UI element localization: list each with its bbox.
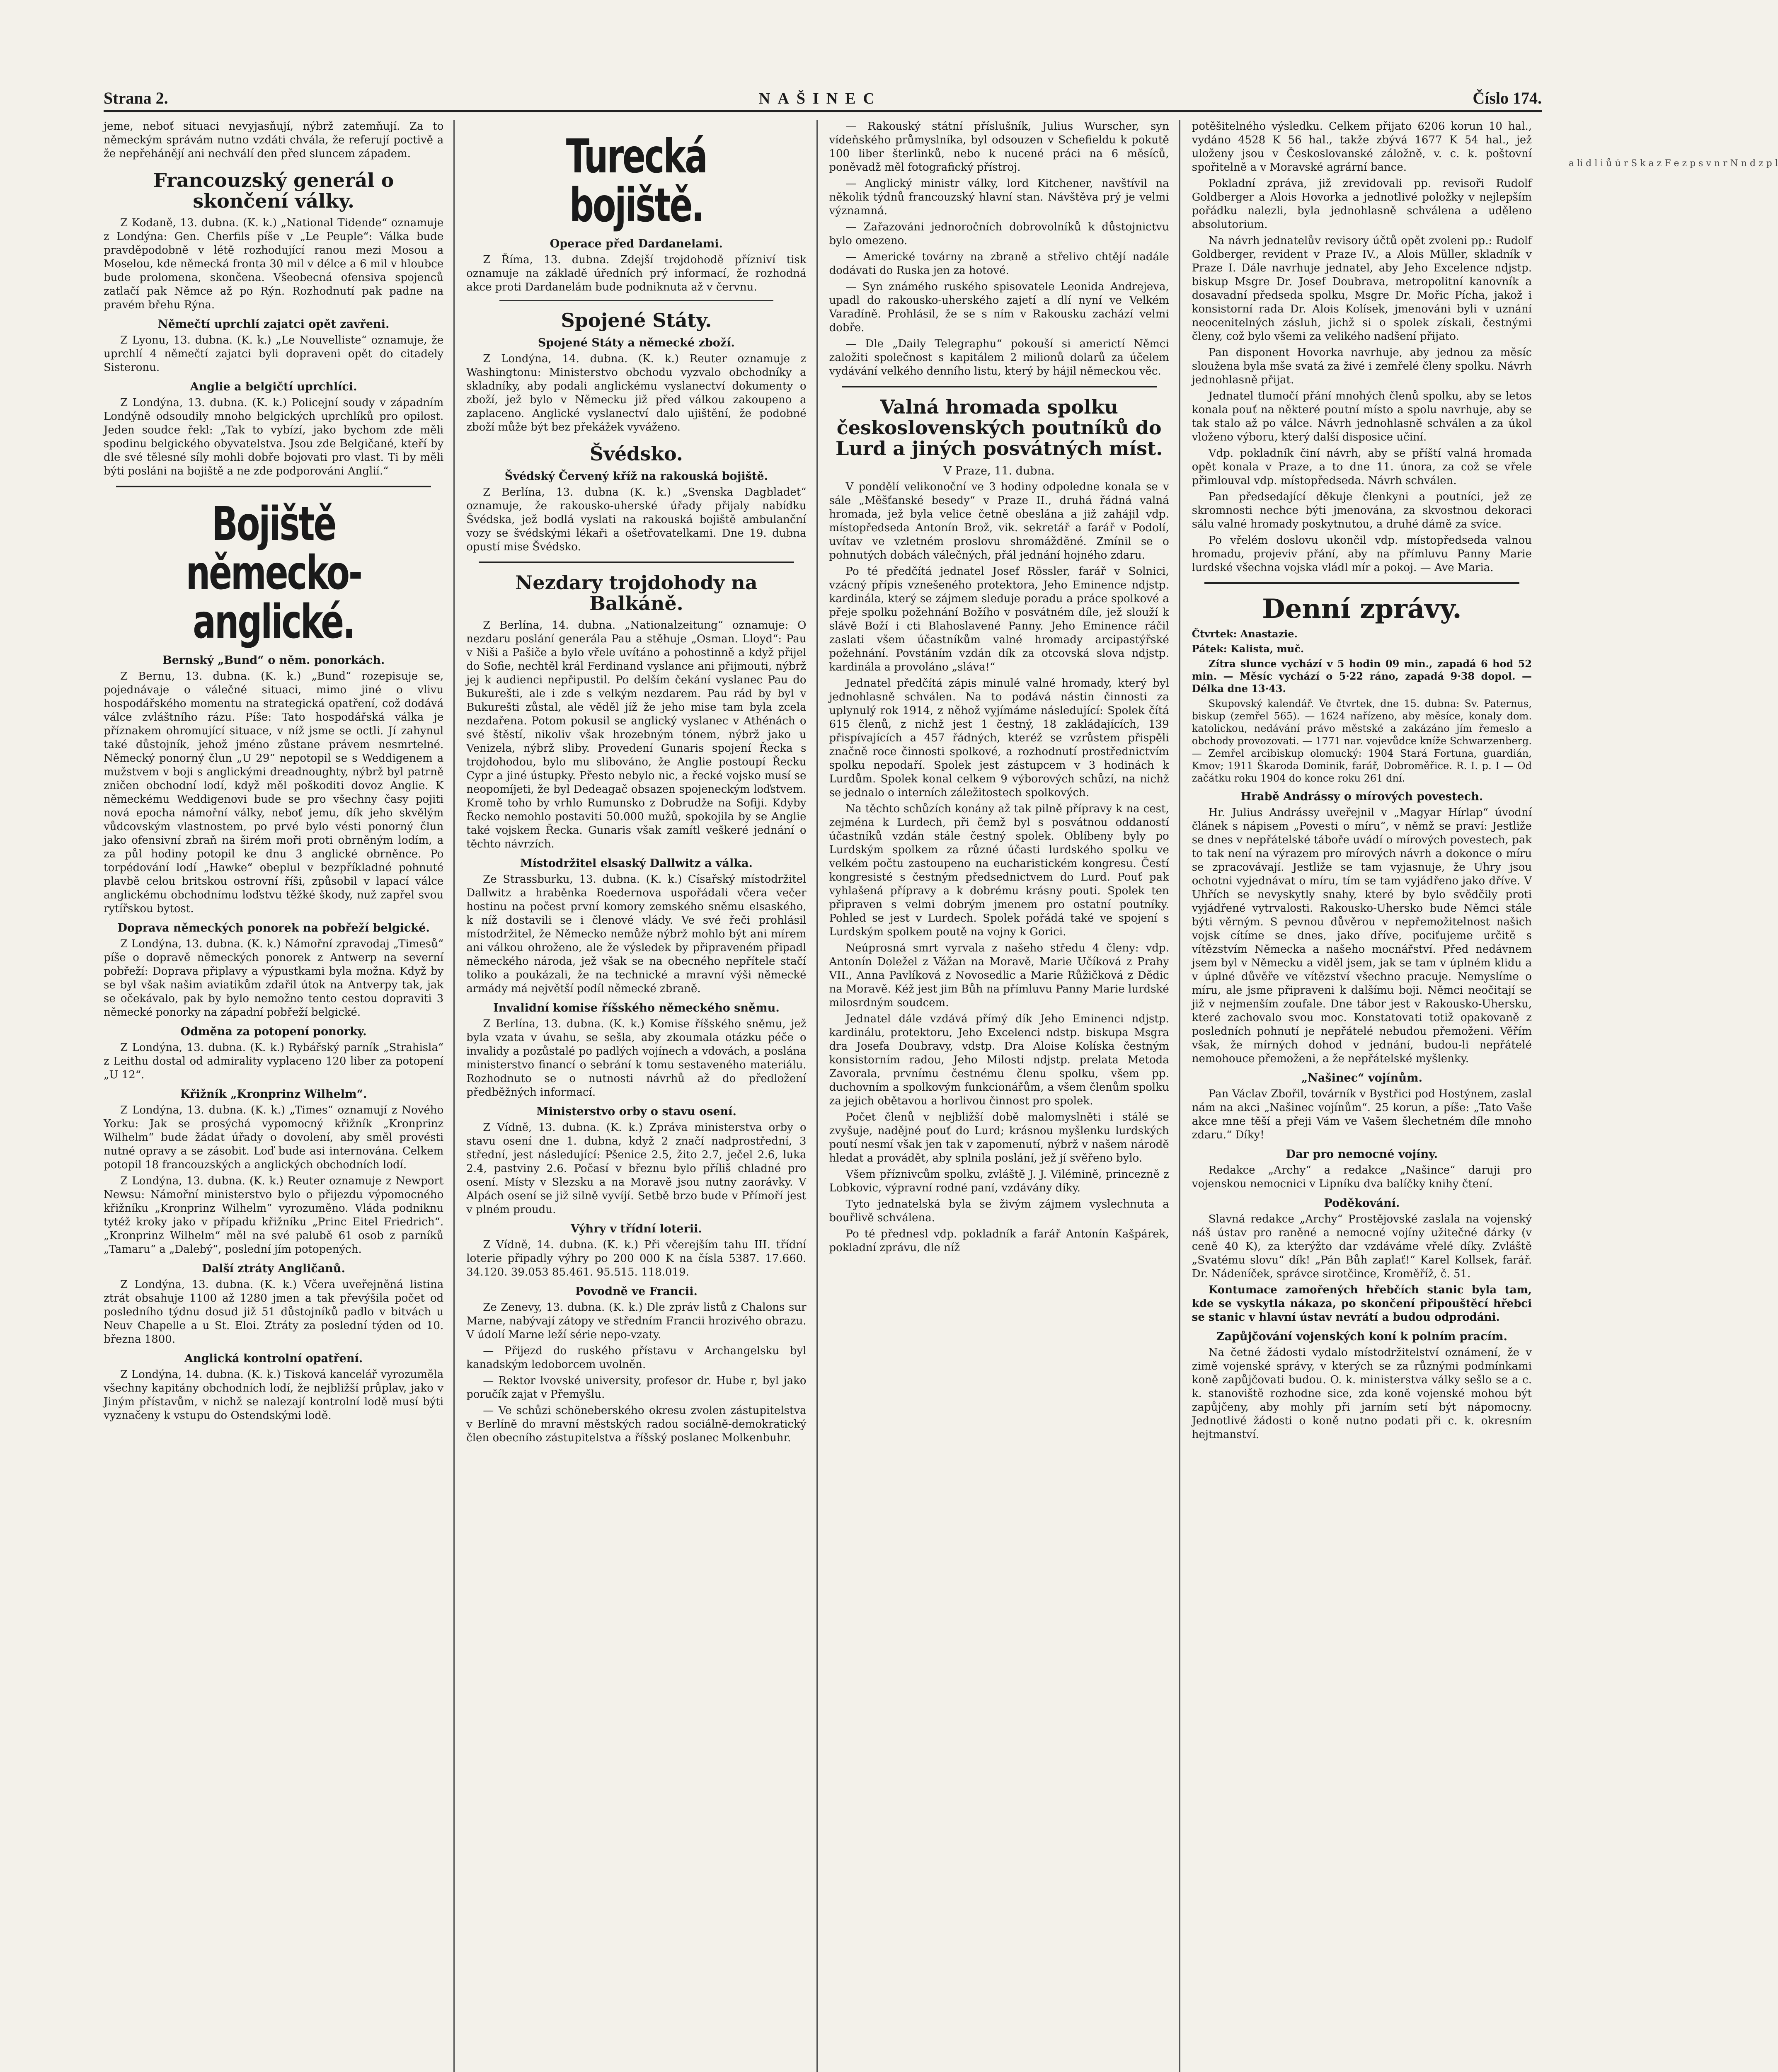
article-subhead: Bernský „Bund“ o něm. ponorkách.: [162, 654, 385, 667]
newspaper-page: [104, 83, 1542, 2072]
article-text: potěšitelného výsledku. Celkem přijato 6206 korun 10 hal., vydáno 4528 K 56 hal., takže zbývá 1677 K 54 hal., jež uloženy jsou v Českoslovanské záložně, v. c. k. poštovní spořitelně a v Moravské agrární bance.: [1192, 120, 1532, 174]
article-text: — Ve schůzi schöneberského okresu zvolen zástupitelstva v Berlíně do mravní městských radou sociálně-demokratický člen obecního zástupitelstva a říšský poslanec Molkenbuhr.: [466, 1404, 807, 1444]
article-text: Z Londýna, 13. dubna. (K. k.) Policejní soudy v západním Londýně odsoudily mnoho belgických uprchlíků pro opilost. Jeden soudce řekl: „Tak to vybízí, jako bychom zde měli spodinu belgického obyvatelstva. Jsou zde Belgičané, kteří by dle své tělesné síly mohli dobře bojovati pro vlast. Ti by měli býti posláni na bojiště a ne zde podporováni Anglií.“: [104, 397, 444, 477]
article-text: Pan disponent Hovorka navrhuje, aby jednou za měsíc sloužena byla mše svatá za živé i zemřelé členy spolku. Návrh jednohlasně přijat.: [1192, 346, 1532, 386]
article-subhead: Invalidní komise říšského německého sněmu.: [493, 1002, 780, 1014]
masthead: [104, 83, 1542, 112]
page-number: Strana 2.: [104, 89, 168, 107]
article-subhead: Poděkování.: [1324, 1197, 1400, 1210]
article-text: — Přijezd do ruského přístavu v Archangelsku byl kanadským ledoborcem uvolněn.: [466, 1345, 807, 1371]
article-subhead: Místodržitel elsaský Dallwitz a válka.: [520, 857, 753, 870]
column-2: [466, 120, 817, 2072]
article-subhead: Anglická kontrolní opatření.: [184, 1352, 363, 1365]
article-text: Z Berlína, 13. dubna. (K. k.) Komise říšského sněmu, jež byla vzata v úvahu, se sešla, aby zkoumala otázku péče o invalidy a pozůstalé po padlých vojínech a vdovách, a poslána ministerstvo financí o sebrání k tomu sestaveného materiálu. Rozhodnuto se o nutnosti návrhů až do předložení předběžných informací.: [466, 1018, 807, 1099]
article-text: Pokladní zpráva, již zrevidovali pp. revisoři Rudolf Goldberger a Alois Hovorka a jednotlivé položky v nejlepším pořádku nalezli, byla jednohlasně schválena a uděleno absolutorium.: [1192, 177, 1532, 231]
article-text: Všem příznivcům spolku, zvláště J. J. Vilémině, princezně z Lobkovic, výpravní rodné paní, vzdávány díky.: [829, 1168, 1169, 1194]
article-text: Z Vídně, 14. dubna. (K. k.) Při včerejším tahu III. třídní loterie připadly výhry po 200 000 K na čísla 5387. 17.660. 34.120. 39.053 85.461. 95.515. 118.019.: [466, 1239, 807, 1278]
article-text: Na četné žádosti vydalo místodržitelství oznámení, že v zimě vojenské správy, v kterých se za různými podmínkami koně zapůjčovati budou. O. k. ministerstva války sešlo se a c. k. stanoviště rozhodne sice, zda koně vojenské mohou být zapůjčeny, aby mohly při jarním setí být nápomocny. Jednotlivé žádosti o koně nutno podati při c. k. okresním hejtmanství.: [1192, 1346, 1532, 1441]
article-text: Z Londýna, 13. dubna. (K. k.) Reuter oznamuje z Newport Newsu: Námořní ministerstvo bylo o přijezdu výpomocného křižníku „Kronprinz Wilhelm“ vyrozuměno. Vláda podniknu tytéž kroky jako v případu křižníku „Princ Eitel Friedrich“. „Kronprinz Wilhelm“ měl na své palubě 61 osob z parníků „Tamaru“ a „Dalebý“, poslední jím potopených.: [104, 1175, 444, 1256]
section-headline: Turecká bojiště.: [566, 130, 707, 232]
column-4: [1192, 120, 1542, 2072]
article-text: Ze Zenevy, 13. dubna. (K. k.) Dle zpráv listů z Chalons sur Marne, nabývají zátopy ve středním Francii hrozivého obrazu. V údolí Marne leží série nepo-vzaty.: [466, 1301, 807, 1341]
article-headline: Spojené Státy.: [561, 309, 712, 332]
article-text: Kontumace zamořených hřebčích stanic byla tam, kde se vyskytla nákaza, po skončení připouštěcí hřebci se stanic v hlavní ústav nevrátí a budou odprodáni.: [1192, 1284, 1532, 1324]
article-text: Z Kodaně, 13. dubna. (K. k.) „National Tidende“ oznamuje z Londýna: Gen. Cherfils píše v „Le Peuple“: Válka bude pravděpodobně v létě rozhodující ranou mezi Mosou a Moselou, kde německá fronta 30 mil v délce a 6 mil v hloubce bude prolomena, skončena. Všeobecná ofensiva spojenců zatlačí pak Němce až po Rýn. Rozhodnutí pak padne na pravém břehu Rýna.: [104, 217, 444, 311]
article-headline: Valná hromada spolku československých poutníků do Lurd a jiných posvátných míst.: [835, 396, 1163, 460]
article-subhead: Dar pro nemocné vojíny.: [1286, 1148, 1438, 1161]
article-text: Pan Václav Zbořil, továrník v Bystřici pod Hostýnem, zaslal nám na akci „Našinec vojínům“. 25 korun, a píše: „Tato Vaše akce mne těší a přeji Vám ve Vašem šlechetném díle mnoho zdaru.“ Díky!: [1192, 1088, 1532, 1141]
article-text: Počet členů v nejbližší době malomyslněti i stálé se zvyšuje, nadějné pouť do Lurd; krásnou myšlenku lurdských poutí nesmí však jen tak v zapomenutí, nýbrž v našem národě hledat a provádět, aby splnila poslání, jež jí svěřeno bylo.: [829, 1111, 1169, 1164]
article-headline: Nezdary trojdohody na Balkáně.: [515, 571, 758, 615]
history-calendar: Skupovský kalendář. Ve čtvrtek, dne 15. dubna: Sv. Paternus, biskup (zemřel 565). — 1624 nařízeno, aby měsíce, konaly dom. katolickou, nedávání právo městské a zakázáno jím řemeslo a obchody provozovati. — 1771 nar. vojevůdce kníže Schwarzenberg. — Zemřel arcibiskup olomucký: 1904 Stará Fortuna, guardián, Kmov; 1911 Škaroda Dominik, farář, Dobroměřice. R. I. p. I — Od začátku roku 1904 do konce roku 261 dní.: [1192, 698, 1532, 784]
article-text: — Americké továrny na zbraně a střelivo chtějí nadále dodávati do Ruska jen za hotové.: [829, 251, 1169, 277]
article-text: Jednatel dále vzdává přímý dík Jeho Eminenci ndjstp. kardinálu, protektoru, Jeho Excelenci ndstp. biskupa Msgra dra Josefa Doubravy, vdstp. Dra Aloise Kolíska čestným konsistorním radou, Jeho Milosti ndjstp. prelata Metoda Zavorala, prvnímu čestnému členu spolku, všem pp. duchovním a spolkovým funkcionářům, a všem členům spolku za jejich obětavou a horlivou činnost pro spolek.: [829, 1013, 1169, 1107]
article-text: Z Vídně, 13. dubna. (K. k.) Zpráva ministerstva orby o stavu osení dne 1. dubna, když 2 značí nadprostřední, 3 střední, jest následující: Pšenice 2.5, žito 2.7, ječel 2.6, luka 2.4, pastviny 2.6. Počasí v březnu bylo příliš chladné pro osení. Místy v Slezsku a na Moravě jsou nutny zaorávky. V Alpách osení se již silně vyvíjí. Setbě brzo bude v Přímoří jest v plném proudu.: [466, 1121, 807, 1216]
article-text: Jednatel předčítá zápis minulé valné hromady, který byl jednohlasně schválen. Na to podává nástin činnosti za uplynulý rok 1914, z něhož vyjímáme následující: Spolek čítá 615 členů, z nichž jest 1 čestný, 18 zakládajících, 139 přispívajících a 457 řádných, kteréž se vzrůstem přispěli značně roce činnosti spolkové, a rozhodnutí prostřednictvím spolku nepodaří. Spolek jest zástupcem v 3 hodinách k Lurdům. Spolek konal celkem 9 výborových schůzí, na nichž se jednalo o interních záležitostech spolkových.: [829, 677, 1169, 799]
article-headline: Francouzský generál o skončení války.: [153, 169, 394, 212]
article-text: — Rakouský státní příslušník, Julius Wurscher, syn vídeňského průmyslníka, byl odsouzen v Schefieldu k pokutě 100 liber šterlinků, nebo k nucené práci na 6 měsíců, poněvadž měl fotografický přístroj.: [829, 120, 1169, 174]
article-text: Jednatel tlumočí přání mnohých členů spolku, aby se letos konala pouť na některé poutní místo a spolu navrhuje, aby se tak stalo až po válce. Návrh jednohlasně schválen a za úkol vloženo výboru, který další disposice učiní.: [1192, 390, 1532, 443]
article-text: — Dle „Daily Telegraphu“ pokouší si americtí Němci založiti společnost s kapitálem 2 milionů dolarů za účelem vydávání velkého denního listu, který by hájil německou věc.: [829, 338, 1169, 378]
article-text: Pan předsedající děkuje členkyni a poutníci, jež ze skromnosti nechce býti jmenována, za skvostnou dekoraci sálu valné hromady poskytnutou, a druhé dámě za svíce.: [1192, 491, 1532, 530]
article-text: Z Lyonu, 13. dubna. (K. k.) „Le Nouvelliste“ oznamuje, že uprchlí 4 němečtí zajatci byli dopraveni opět do citadely Sisteronu.: [104, 334, 444, 374]
article-headline: Švédsko.: [589, 443, 683, 465]
article-subhead: Operace před Dardanelami.: [550, 237, 723, 250]
article-text: Po té předčítá jednatel Josef Rössler, farář v Solnici, vzácný přípis vznešeného protektora, Jeho Eminence ndjstp. kardinála, který se zájmem sleduje poradu a práce spolkové a přeje spolku požehnání Božího v posvátném díle, jež slouží k slávě Boží i cti Blahoslavené Panny. Jeho Eminence ráčil zaslati všem účastníkům valné hromady arcipastýřské požehnání. Povstáním vzdán dík za otcovská slova ndjstp. kardinála a provoláno „sláva!“: [829, 565, 1169, 673]
article-subhead: Švédský Červený kříž na rakouská bojiště.: [504, 470, 768, 483]
article-subhead: „Našinec“ vojínům.: [1301, 1072, 1423, 1084]
article-subhead: Spojené Státy a německé zboží.: [538, 336, 735, 349]
divider: [499, 300, 773, 301]
article-text: Z Berlína, 13. dubna (K. k.) „Svenska Dagbladet“ oznamuje, že rakousko-uherské úřady přijaly nabídku Švédska, jež bodlá vyslati na rakouská bojiště ambulanční vozy se švédskými lékaři a ošetřovatelkami. Dne 19. dubna opustí mise Švédsko.: [466, 486, 807, 553]
article-text: — Anglický ministr války, lord Kitchener, navštívil na několik týdnů francouzský hlavní stan. Návštěva prý je velmi významná.: [829, 177, 1169, 217]
divider: [116, 486, 431, 487]
article-text: Tyto jednatelská byla se živým zájmem vyslechnuta a bouřlivě schválena.: [829, 1198, 1169, 1224]
article-text: V pondělí velikonoční ve 3 hodiny odpoledne konala se v sále „Měšťanské besedy“ v Praze II., druhá řádná valná hromada, jež byla velice četně obeslána a již zahájil vdp. místopředseda Antonín Brož, vik. sekretář a farář v Podolí, uvítav ve vzletném proslovu shromážděné. Zmínil se o pohnutých dobách válečných, přál jednání hojného zdaru.: [829, 481, 1169, 562]
article-text: Z Berlína, 14. dubna. „Nationalzeitung“ oznamuje: O nezdaru poslání generála Pau a stěhuje „Osman. Lloyd“: Pau v Niši a Pašiče a bylo vřele uvítáno a pohostinně a když přijel do Sofie, nechtěl král Ferdinand vyslance ani přijmouti, nýbrž jej k audienci nepřipustil. Po delším čekání vyslanec Pau do Bukurešti, ale i zde s velkým nezdarem. Pau rád by byl v Bukurešti zůstal, ale věděl jíž že jeho mise tam byla zcela nezdařena. Potom pokusil se anglický vyslanec v Athénách o své štěstí, nikoliv však hrozebným tónem, nýbrž jako u Venizela, nýbrž sliby. Provedení Gunaris spojení Řecka s trojdohodou, bylo mu slibováno, že Anglie postoupí Řecku Cypr a jiné ústupky. Přesto nebylo nic, a řecké vojsko musí se neopomíjeti, že byl Dedeagač obsazen spojeneckým loďstvem. Kromě toho by vrhlo Rumunsko z Dobrudže na Sofiji. Kdyby Řecko nemohlo postaviti 50.000 mužů, spokojila by se Anglie také vojskem Řecka. Gunaris však zamítl veškeré jednání o těchto návrzích.: [466, 619, 807, 850]
article-text: Z Londýna, 14. dubna. (K. k.) Reuter oznamuje z Washingtonu: Ministerstvo obchodu vyzvalo obchodníky a skladníky, aby podali anglickému vyslanectví dokumenty o zboží, jež bylo v Německu již před válkou zakoupeno a zaplaceno. Anglické vyslanectví dalo ujištění, že podobné zboží může být bez překážek vyváženo.: [466, 353, 807, 433]
article-text: Z Londýna, 13. dubna. (K. k.) Rybářský parník „Strahisla“ z Leithu dostal od admirality vyplaceno 120 liber za potopení „U 12“.: [104, 1041, 444, 1081]
article-text: Slavná redakce „Archy“ Prostějovské zaslala na vojenský náš ústav pro raněné a nemocné vojíny užitečné dárky (v ceně 40 K), za kterýžto dar vzdáváme vřelé díky. Zvláště „Svatému slovu“ dík! „Pán Bůh zaplať!“ Karel Kollsek, farář. Dr. Nádeníček, správce sirotčince, Kroměříž, č. 51.: [1192, 1213, 1532, 1280]
section-headline: Bojiště německo-anglické.: [186, 497, 361, 649]
adjacent-page-fragment: a li d l i ů ú r S k a z F e z p s v n r N n d z p l: [1569, 158, 1778, 169]
article-subhead: Ministerstvo orby o stavu osení.: [536, 1105, 736, 1118]
article-text: Po té přednesl vdp. pokladník a farář Antonín Kašpárek, pokladní zprávu, dle níž: [829, 1228, 1169, 1254]
article-text: Vdp. pokladník činí návrh, aby se příští valná hromada opět konala v Praze, a to dne 11. února, za což se vřele přimlouval vdp. místopředseda. Návrh schválen.: [1192, 447, 1532, 487]
article-text: Z Londýna, 13. dubna. (K. k.) Včera uveřejněná listina ztrát obsahuje 1100 až 1280 jmen a tak převýšila počet od posledního týdnu dosud již 51 důstojníků padlo v bitvách u Neuv Chapelle a u St. Eloi. Ztráty za poslední týden od 10. března 1800.: [104, 1278, 444, 1346]
article-text: Z Londýna, 13. dubna. (K. k.) „Times“ oznamují z Nového Yorku: Jak se prosýchá vypomocný křižník „Kronprinz Wilhelm“ bude žádat úřady o dovolení, aby směl provésti nutné opravy a se zásobit. Loď bude asi internována. Celkem potopil 18 francouzských a anglických obchodních lodí.: [104, 1104, 444, 1171]
issue-number: Číslo 174.: [1473, 89, 1542, 107]
calendar-entry: Čtvrtek: Anastazie.: [1192, 628, 1298, 640]
dateline: V Praze, 11. dubna.: [943, 465, 1055, 477]
article-subhead: Výhry v třídní loterii.: [571, 1222, 702, 1235]
article-subhead: Anglie a belgičtí uprchlíci.: [190, 380, 357, 393]
article-text: Hr. Julius Andrássy uveřejnil v „Magyar Hírlap“ úvodní článek s nápisem „Povesti o míru“, v němž se praví: Jestliže se dnes v nepřátelské táboře uvádí o mírových povestech, pak to tak není na výrazem pro mírových návrh a dokonce o míru se zpracovávají. Jestliže se tam vyjasnuje, že Uhry jsou ochotni vyjednávat o míru, tím se tam vyjádřeno jako dříve. V Uhřích se nevyskytly snahy, které by bylo svědčily proti vyjádřené vytrvalosti. Rakousko-Uhersko bude Němci stále býti věrným. S pevnou důvěrou v nepřemožitelnost našich vojsk cítíme se dnes, jako dříve, pociťujeme určitě s vítězstvím Německa a našeho mocnářství. Před nedávnem jsem byl v Německu a viděl jsem, jak se tam v úplném klidu a v úplné důvěře ve vítězství všechno pracuje. Nemyslíme o míru, ale jsme připraveni k dalšímu boji. Němci neočitají se již v nejmenším zoufale. Dne tábor jest v Rakousko-Uhersku, které zachovalo svou moc. Konstatovati totiž opakovaně z posledních pohnutí je nepřátelé nebudou přemoženi. Věřím však, že mírných dohod v jednání, budou-li nepřátelé nemohouce přemoženi, a že nepřátelské myšlenky.: [1192, 806, 1532, 1065]
article-text: Z Říma, 13. dubna. Zdejší trojdohodě přízniví tisk oznamuje na základě úředních prý informací, že rozhodná akce proti Dardanelám bude podniknuta až v červnu.: [466, 254, 807, 293]
article-text: — Syn známého ruského spisovatele Leonida Andrejeva, upadl do rakousko-uherského zajetí a dlí nyní ve Velkém Varadíně. Prohlásil, že se s ním v Rakousku zachází velmi dobře.: [829, 281, 1169, 334]
sun-info: Zítra slunce vychází v 5 hodin 09 min., zapadá 6 hod 52 min. — Měsíc vychází o 5·22 ráno, zapadá 9·38 dopol. — Délka dne 13·43.: [1192, 658, 1532, 695]
article-text: Redakce „Archy“ a redakce „Našince“ daruji pro vojenskou nemocnici v Lipníku dva balíčky knihy čtení.: [1192, 1164, 1532, 1190]
section-headline: Denní zprávy.: [1262, 593, 1462, 625]
divider: [479, 562, 794, 563]
article-subhead: Odměna za potopení ponorky.: [180, 1025, 367, 1038]
article-subhead: Povodně ve Francii.: [575, 1285, 698, 1298]
article-subhead: Němečtí uprchlí zajatci opět zavřeni.: [157, 318, 390, 331]
article-text: Na návrh jednatelův revisory účtů opět zvoleni pp.: Rudolf Goldberger, revident v Praze IV., a Alois Müller, skladník v Praze I. Dále navrhuje jednatel, aby Jeho Excelence ndjstp. biskup Msgre Dr. Josef Doubrava, metropolitní kanovník a dosavadní předseda spolku, Msgre Dr. Mořic Pícha, jakož i konsistorní rada Dr. Alois Kolísek, jmenováni byli v uznání neocenitelných zásluh, jichž si o spolek získali, čestnými členy, což bylo všemi za velikého nadšení přijato.: [1192, 235, 1532, 343]
article-text: Po vřelém doslovu ukončil vdp. místopředseda valnou hromadu, projeviv přání, aby na přímluvu Panny Marie lurdské všechna vojska vládl mír a pokoj. — Ave Maria.: [1192, 534, 1532, 574]
article-text: jeme, neboť situaci nevyjasňují, nýbrž zatemňují. Za to německým správám nutno vzdáti chvála, že referují poctivě a že nepřehánějí ani nechválí den před sluncem západem.: [104, 120, 444, 160]
article-subhead: Další ztráty Angličanů.: [202, 1262, 345, 1275]
article-subhead: Zapůjčování vojenských koní k polním pracím.: [1216, 1330, 1507, 1343]
column-1: [104, 120, 455, 2072]
article-text: Z Londýna, 14. dubna. (K. k.) Tisková kancelář vyrozuměla všechny kapitány obchodních lodí, že nejbližší průplav, jako v Jiným přístavům, v nichž se nalezají kontrolní lodě musí býti vyznačeny k vstupu do Ostendskými lodě.: [104, 1368, 444, 1422]
article-text: Neúprosná smrt vyrvala z našeho středu 4 členy: vdp. Antonín Doležel z Vážan na Moravě, Marie Učíková z Prahy VII., Anna Pavlíková z Novosedlic a Marie Růžičková z Dědic na Moravě. Kéž jest jim Bůh na přímluvu Panny Marie lurdské milosrdným soudcem.: [829, 942, 1169, 1009]
article-subhead: Doprava německých ponorek na pobřeží belgické.: [117, 922, 430, 934]
article-text: — Zařazováni jednoročních dobrovolníků k důstojnictvu bylo omezeno.: [829, 221, 1169, 247]
article-text: Z Londýna, 13. dubna. (K. k.) Námořní zpravodaj „Timesů“ píše o dopravě německých ponorek z Antwerp na severní pobřeží: Doprava připlavy a výpustkami byla možna. Když by se byl však našim aviatikům zdařil útok na Antverpy tak, jak se očekávalo, pak by bylo nemožno tento cestou dopraviti 3 německé ponorky na západní pobřeží belgické.: [104, 938, 444, 1019]
divider: [1204, 582, 1519, 584]
column-3: [829, 120, 1180, 2072]
divider: [842, 386, 1157, 387]
article-text: Z Bernu, 13. dubna. (K. k.) „Bund“ rozepisuje se, pojednávaje o válečné situaci, mimo jiné o vlivu hospodářského momentu na strategická opatření, což dodává válce zvláštního rázu. Píše: Tato hospodářská válka je příznakem ohromující situace, v níž jsme se octli. Jí zahynul také důstojník, jehož jméno zůstane právem nesmrtelné. Německý ponorný člun „U 29“ nepotopil se s Weddigenem a mužstvem v boji s anglickými dreadnoughty, nýbrž byl patrně zničen obchodní lodí, když měl poškoditi dovoz Anglie. K německému Weddigenovi bude se pro všechny časy pojiti nová epocha námořní války, neboť jemu, dík jeho skvělým vůdcovským vlastnostem, po prvé bylo vésti ponorný člun jako ofensivní zbraň na širém moři proti obrněným lodím, a za půl hodiny potopil ke dnu 3 anglické obrněnce. Po torpédování lodí „Hawke“ obeplul v bezpříkladné pohnuté plavbě celou britskou ostrovní říši, způsobil v lapací válce anglickému obchodnímu loďstvu těžké škody, nuž zapřel svou rytířskou bytost.: [104, 670, 444, 915]
article-subhead: Křižník „Kronprinz Wilhelm“.: [180, 1088, 367, 1101]
calendar-entry: Pátek: Kalista, muč.: [1192, 643, 1304, 655]
article-text: Ze Strassburku, 13. dubna. (K. k.) Císařský místodržitel Dallwitz a hraběnka Roedernova uspořádali včera večer hostinu na počest první komory zemského sněmu elsaského, k níž dostavili se i členové vlády. Ve své řeči prohlásil místodržitel, že Německo nemůže nýbrž mohlo být ani mírem ani válkou ohroženo, ale že výsledek by připraveném připadl německého národa, jež však se na obecného nepřítele stačí toliko a poukázali, že na technické a mravní výši německé armády má největší podíl německé zbraně.: [466, 873, 807, 995]
article-subhead: Hrabě Andrássy o mírových povestech.: [1240, 790, 1483, 803]
article-text: Na těchto schůzích konány až tak pilně přípravy k na cest, zejména k Lurdech, při čemž byl s posvátnou oddaností účastníků vzdán stále čestný spolek. Oblíbeny byly po Lurdským spolkem za různé účasti lurdského spolku ve velkém počtu zastoupeno na eucharistickém kongresu. Čestí kongresisté s čestným předsednictvem do Lurd. Pouť pak vyhlašená přípravy a k dobrému krásny pouti. Spolek ten připraven s velmi dobrým jmenem pro ostatní poutníky. Pohled se jest v Lurdech. Spolek pořádá také ve spojení s Lurdským spolkem poutě na vojny k Gorici.: [829, 803, 1169, 938]
article-text: — Rektor lvovské university, profesor dr. Hube r, byl jako poručík zajat v Přemyšlu.: [466, 1375, 807, 1401]
newspaper-title: NAŠINEC: [758, 90, 882, 107]
